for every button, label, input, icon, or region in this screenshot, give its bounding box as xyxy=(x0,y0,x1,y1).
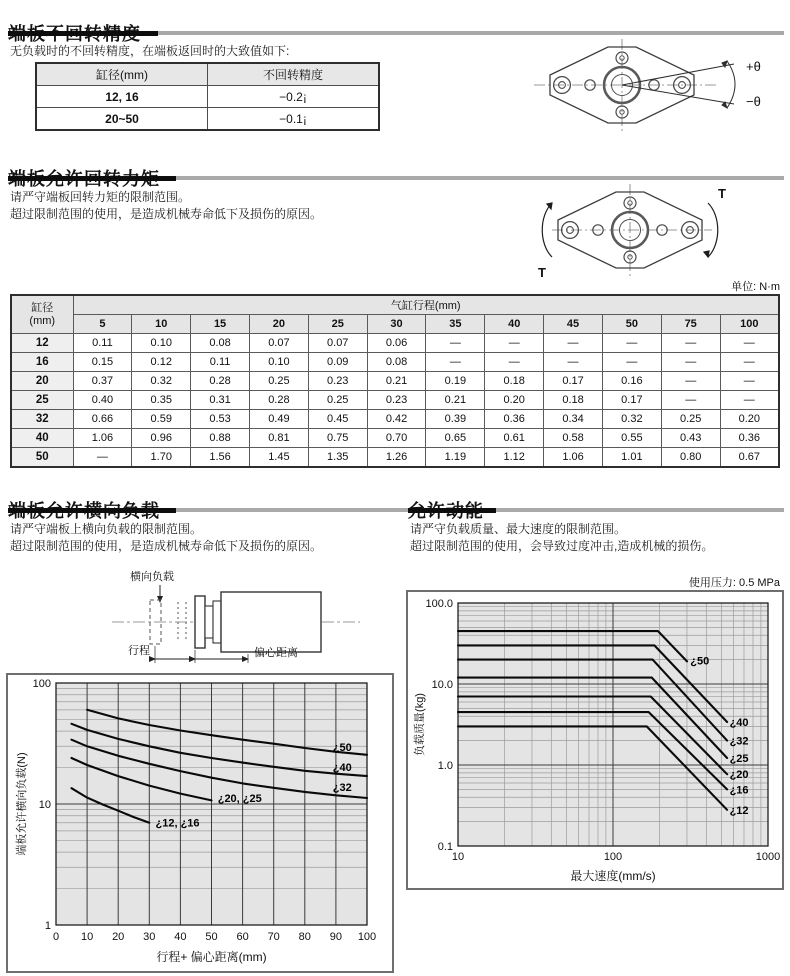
torque-value-cell: 0.23 xyxy=(308,372,367,391)
cylinder-body xyxy=(221,592,321,652)
torque-value-cell: 0.09 xyxy=(308,353,367,372)
torque-value-cell: 0.36 xyxy=(720,429,779,448)
torque-value-cell: 0.25 xyxy=(308,391,367,410)
x-tick-label: 100 xyxy=(603,851,623,863)
table-row xyxy=(11,410,779,429)
plus-theta-label: +θ xyxy=(746,59,761,74)
section4-title-rule-gray xyxy=(496,508,784,512)
torque-value-cell: — xyxy=(661,391,720,410)
stroke-group-header: 气缸行程(mm) xyxy=(73,295,779,315)
table-row xyxy=(11,429,779,448)
bore-cell: 25 xyxy=(11,391,73,410)
torque-value-cell: 0.19 xyxy=(426,372,485,391)
torque-value-cell: 1.01 xyxy=(602,448,661,468)
table-row xyxy=(11,372,779,391)
bore-cell: 50 xyxy=(11,448,73,468)
torque-value-cell: 0.42 xyxy=(367,410,426,429)
stroke-column-header: 100 xyxy=(720,315,779,334)
kinetic-energy-chart xyxy=(406,590,784,890)
table-row xyxy=(36,86,379,108)
x-tick-label: 80 xyxy=(298,931,311,943)
torque-value-cell: 1.70 xyxy=(132,448,191,468)
stroke-column-header: 35 xyxy=(426,315,485,334)
bore-cell: 32 xyxy=(11,410,73,429)
stroke-column-header: 20 xyxy=(249,315,308,334)
torque-value-cell: 0.36 xyxy=(485,410,544,429)
section2-title-rule-dark xyxy=(8,176,176,181)
stroke-column-header: 75 xyxy=(661,315,720,334)
kinetic-energy-chart-svg xyxy=(408,592,782,888)
torque-value-cell: 0.11 xyxy=(73,334,132,353)
lateral-load-label: 横向负载 xyxy=(130,571,174,583)
series-label: ¿40 xyxy=(729,716,749,729)
x-tick-label: 40 xyxy=(174,931,187,943)
series-label: ¿12, ¿16 xyxy=(155,817,200,830)
series-label: ¿16 xyxy=(729,784,749,797)
accuracy-col-bore: 缸径(mm) xyxy=(36,63,208,86)
y-tick-label: 100 xyxy=(32,678,51,690)
section1-title-rule-dark xyxy=(8,31,158,36)
torque-value-cell: 0.75 xyxy=(308,429,367,448)
torque-value-cell: 0.20 xyxy=(485,391,544,410)
torque-value-cell: 0.34 xyxy=(544,410,603,429)
section2-desc1: 请严守端板回转力矩的限制范围。 xyxy=(10,190,191,204)
torque-value-cell: 0.18 xyxy=(544,391,603,410)
torque-value-cell: 0.96 xyxy=(132,429,191,448)
table-row xyxy=(36,63,379,86)
torque-value-cell: 0.23 xyxy=(367,391,426,410)
torque-value-cell: — xyxy=(720,353,779,372)
torque-value-cell: 0.07 xyxy=(308,334,367,353)
torque-value-cell: 0.88 xyxy=(191,429,250,448)
torque-value-cell: — xyxy=(426,334,485,353)
torque-value-cell: 1.35 xyxy=(308,448,367,468)
torque-value-cell: 0.65 xyxy=(426,429,485,448)
stroke-column-header: 50 xyxy=(602,315,661,334)
torque-value-cell: 1.12 xyxy=(485,448,544,468)
accuracy-value-cell: −0.2¡ xyxy=(208,86,380,108)
torque-value-cell: 0.61 xyxy=(485,429,544,448)
x-tick-label: 1000 xyxy=(755,851,781,863)
table-row xyxy=(11,391,779,410)
table-row xyxy=(11,334,779,353)
bore-range-cell: 20~50 xyxy=(36,108,208,131)
torque-value-cell: 0.31 xyxy=(191,391,250,410)
torque-value-cell: 0.17 xyxy=(602,391,661,410)
torque-value-cell: 1.06 xyxy=(73,429,132,448)
torque-value-cell: — xyxy=(720,334,779,353)
pressure-note: 使用压力: 0.5 MPa xyxy=(688,577,780,589)
torque-value-cell: 0.08 xyxy=(367,353,426,372)
y-tick-label: 100.0 xyxy=(425,598,453,610)
torque-value-cell: 0.80 xyxy=(661,448,720,468)
bore-cell: 16 xyxy=(11,353,73,372)
torque-value-cell: 0.25 xyxy=(661,410,720,429)
stroke-column-header: 25 xyxy=(308,315,367,334)
rod-flange xyxy=(205,606,213,638)
torque-value-cell: 0.28 xyxy=(191,372,250,391)
torque-value-cell: 0.66 xyxy=(73,410,132,429)
section3-desc2: 超过限制范围的使用，是造成机械寿命低下及损伤的原因。 xyxy=(10,539,323,553)
torque-value-cell: 0.59 xyxy=(132,410,191,429)
torque-value-cell: 0.39 xyxy=(426,410,485,429)
lateral-load-chart-svg xyxy=(8,675,392,971)
torque-value-cell: 0.45 xyxy=(308,410,367,429)
bore-range-cell: 12, 16 xyxy=(36,86,208,108)
x-tick-label: 70 xyxy=(267,931,280,943)
torque-value-cell: 0.20 xyxy=(720,410,779,429)
section4-desc1: 请严守负载质量、最大速度的限制范围。 xyxy=(410,522,627,536)
series-label: ¿50 xyxy=(690,655,710,668)
accuracy-col-value: 不回转精度 xyxy=(208,63,380,86)
torque-value-cell: 0.58 xyxy=(544,429,603,448)
x-tick-label: 10 xyxy=(80,931,94,943)
section4-desc2: 超过限制范围的使用，会导致过度冲击,造成机械的损伤。 xyxy=(410,539,714,553)
torque-value-cell: 0.15 xyxy=(73,353,132,372)
bore-cell: 20 xyxy=(11,372,73,391)
torque-value-cell: 0.67 xyxy=(720,448,779,468)
torque-value-cell: 0.08 xyxy=(191,334,250,353)
torque-value-cell: 0.07 xyxy=(249,334,308,353)
end-plate xyxy=(195,596,205,648)
y-axis-title: 端板允许横向负载(N) xyxy=(16,752,28,856)
series-label: ¿20 xyxy=(729,769,749,782)
torque-value-cell: 0.32 xyxy=(132,372,191,391)
section4-title-rule-dark xyxy=(408,508,496,513)
torque-value-cell: — xyxy=(602,334,661,353)
torque-value-cell: — xyxy=(720,372,779,391)
torque-value-cell: 0.40 xyxy=(73,391,132,410)
torque-value-cell: 0.49 xyxy=(249,410,308,429)
torque-value-cell: 0.06 xyxy=(367,334,426,353)
y-tick-label: 10 xyxy=(38,799,51,811)
stroke-column-header: 15 xyxy=(191,315,250,334)
section3-title-rule-dark xyxy=(8,508,176,513)
y-axis-title: 负载质量(kg) xyxy=(414,693,426,756)
torque-value-cell: 0.21 xyxy=(426,391,485,410)
torque-value-cell: 0.81 xyxy=(249,429,308,448)
torque-value-cell: — xyxy=(661,334,720,353)
endplate-torque-diagram xyxy=(522,178,752,288)
x-axis-title: 最大速度(mm/s) xyxy=(570,869,656,883)
torque-value-cell: — xyxy=(661,353,720,372)
x-tick-label: 60 xyxy=(236,931,249,943)
y-tick-label: 10.0 xyxy=(431,679,453,691)
torque-value-cell: 0.28 xyxy=(249,391,308,410)
rod-flange xyxy=(213,601,221,643)
accuracy-table xyxy=(35,62,380,131)
series-label: ¿12 xyxy=(729,804,749,817)
torque-value-cell: 1.45 xyxy=(249,448,308,468)
x-tick-label: 20 xyxy=(112,931,125,943)
series-label: ¿25 xyxy=(729,753,749,766)
torque-value-cell: — xyxy=(544,353,603,372)
y-tick-label: 0.1 xyxy=(437,841,453,853)
stroke-column-header: 40 xyxy=(485,315,544,334)
x-tick-label: 50 xyxy=(205,931,218,943)
torque-value-cell: 0.35 xyxy=(132,391,191,410)
y-tick-label: 1 xyxy=(44,920,51,932)
x-tick-label: 100 xyxy=(357,931,377,943)
endplate-torque-svg xyxy=(522,178,752,283)
lateral-load-diagram xyxy=(98,568,388,678)
torque-value-cell: — xyxy=(485,353,544,372)
section3-desc1: 请严守端板上横向负载的限制范围。 xyxy=(10,522,203,536)
minus-theta-label: −θ xyxy=(746,94,761,109)
torque-value-cell: — xyxy=(720,391,779,410)
torque-value-cell: 0.10 xyxy=(249,353,308,372)
stroke-column-header: 5 xyxy=(73,315,132,334)
bore-column-header: 缸径 (mm) xyxy=(11,295,73,334)
table-row xyxy=(11,353,779,372)
torque-value-cell: 0.25 xyxy=(249,372,308,391)
y-tick-label: 1.0 xyxy=(437,760,453,772)
lateral-load-svg xyxy=(98,568,388,673)
stroke-label: 行程 xyxy=(128,645,150,657)
torque-value-cell: 1.06 xyxy=(544,448,603,468)
torque-value-cell: 0.70 xyxy=(367,429,426,448)
bore-cell: 12 xyxy=(11,334,73,353)
table-row xyxy=(11,448,779,468)
x-axis-title: 行程+ 偏心距离(mm) xyxy=(156,950,267,964)
x-tick-label: 0 xyxy=(52,931,60,943)
table-header-row xyxy=(11,295,779,315)
torque-value-cell: — xyxy=(73,448,132,468)
torque-value-cell: 0.17 xyxy=(544,372,603,391)
torque-value-cell: — xyxy=(544,334,603,353)
torque-value-cell: — xyxy=(602,353,661,372)
endplate-theta-diagram xyxy=(522,33,782,146)
x-tick-label: 30 xyxy=(143,931,156,943)
series-label: ¿32 xyxy=(332,782,352,795)
torque-value-cell: — xyxy=(426,353,485,372)
torque-value-cell: 0.10 xyxy=(132,334,191,353)
torque-value-cell: 0.11 xyxy=(191,353,250,372)
torque-label-top: T xyxy=(718,186,726,201)
x-tick-label: 10 xyxy=(451,851,465,863)
torque-value-cell: 1.19 xyxy=(426,448,485,468)
series-label: ¿20, ¿25 xyxy=(217,793,262,806)
series-label: ¿32 xyxy=(729,735,749,748)
torque-value-cell: — xyxy=(485,334,544,353)
torque-value-cell: 0.12 xyxy=(132,353,191,372)
section1-desc: 无负载时的不回转精度，在端板返回时的大致值如下: xyxy=(10,44,290,58)
lateral-load-chart xyxy=(6,673,394,973)
torque-value-cell: — xyxy=(661,372,720,391)
x-tick-label: 90 xyxy=(329,931,343,943)
torque-value-cell: 1.56 xyxy=(191,448,250,468)
table-row xyxy=(36,108,379,131)
accuracy-value-cell: −0.1¡ xyxy=(208,108,380,131)
torque-value-cell: 0.18 xyxy=(485,372,544,391)
torque-value-cell: 0.32 xyxy=(602,410,661,429)
torque-value-cell: 1.26 xyxy=(367,448,426,468)
stroke-header-row xyxy=(11,315,779,334)
section2-desc2: 超过限制范围的使用，是造成机械寿命低下及损伤的原因。 xyxy=(10,207,323,221)
unit-note: 单位: N·m xyxy=(731,281,780,293)
eccentric-label: 偏心距离 xyxy=(254,647,298,659)
series-label: ¿40 xyxy=(332,761,352,774)
stroke-column-header: 30 xyxy=(367,315,426,334)
torque-value-cell: 0.55 xyxy=(602,429,661,448)
torque-label-bottom: T xyxy=(538,265,546,280)
stroke-column-header: 10 xyxy=(132,315,191,334)
torque-value-cell: 0.21 xyxy=(367,372,426,391)
torque-value-cell: 0.43 xyxy=(661,429,720,448)
torque-value-cell: 0.37 xyxy=(73,372,132,391)
endplate-theta-svg xyxy=(522,33,782,141)
torque-value-cell: 0.16 xyxy=(602,372,661,391)
torque-value-cell: 0.53 xyxy=(191,410,250,429)
bore-cell: 40 xyxy=(11,429,73,448)
stroke-column-header: 45 xyxy=(544,315,603,334)
torque-table xyxy=(10,294,780,468)
series-label: ¿50 xyxy=(332,742,352,755)
